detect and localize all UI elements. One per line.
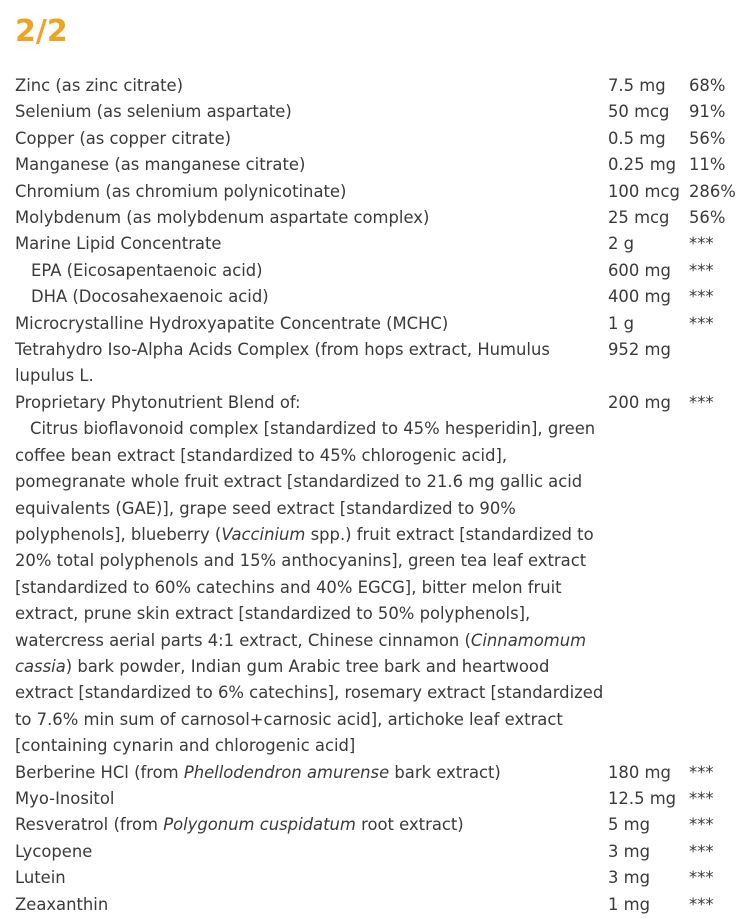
nutrient-daily-value: 11% bbox=[689, 155, 726, 175]
nutrient-daily-value: 68% bbox=[689, 76, 726, 95]
nutrient-name-italic: Polygonum cuspidatum bbox=[163, 815, 356, 835]
nutrient-daily-value: 56% bbox=[689, 128, 726, 148]
nutrient-daily-value: *** bbox=[689, 868, 714, 888]
blend-text-part-1: Citrus bioflavonoid complex [standardized to 45% hesperidin], green coffee bean extract [standardized to 45% chlorogenic acid], pomegranate whole fruit extract [standardized to 21.6 mg gallic acid equivalents (GAE)], grape seed extract [standardized to 90% polyphenols], blueberry ( bbox=[15, 419, 596, 544]
blend-text-part-3: ) bark powder, Indian gum Arabic tree bark and heartwood extract [standardized to 6% catechins], rosemary extract [standardized to 7.6% min sum of carnosol+carnosic acid], artichoke leaf extract [containing cynarin and chlorogenic acid] bbox=[15, 656, 604, 756]
blend-text-italic-2: Cinnamomum cassia bbox=[15, 630, 587, 676]
nutrient-name: DHA (Docosahexaenoic acid) bbox=[31, 287, 269, 307]
nutrient-amount: 5 mg bbox=[608, 815, 651, 835]
nutrient-row-copper bbox=[15, 126, 740, 152]
nutrient-row-resveratrol bbox=[15, 812, 740, 838]
nutrient-amount: 2 g bbox=[608, 234, 635, 254]
nutrient-name: Manganese (as manganese citrate) bbox=[15, 155, 306, 175]
nutrient-name: Zinc (as zinc citrate) bbox=[15, 76, 184, 95]
nutrient-daily-value: *** bbox=[689, 234, 714, 254]
nutrient-row-chromium bbox=[15, 179, 740, 205]
nutrient-name bbox=[15, 760, 600, 786]
nutrient-amount: 7.5 mg bbox=[608, 76, 666, 95]
nutrient-amount: 400 mg bbox=[608, 287, 671, 307]
nutrient-name: Marine Lipid Concentrate bbox=[15, 234, 222, 254]
nutrient-name: Selenium (as selenium aspartate) bbox=[15, 102, 292, 122]
nutrient-amount: 25 mcg bbox=[608, 208, 670, 228]
page-indicator: 2/2 bbox=[15, 14, 68, 49]
nutrient-daily-value: *** bbox=[689, 841, 714, 861]
nutrient-daily-value: *** bbox=[689, 762, 714, 782]
nutrient-name: Chromium (as chromium polynicotinate) bbox=[15, 181, 347, 201]
blend-text-italic-1: Vaccinium bbox=[221, 524, 306, 544]
nutrient-amount: 100 mcg bbox=[608, 181, 680, 201]
nutrient-amount: 200 mg bbox=[608, 392, 671, 412]
nutrient-name: Proprietary Phytonutrient Blend of: bbox=[15, 392, 301, 412]
nutrient-amount: 50 mcg bbox=[608, 102, 670, 122]
nutrient-row-manganese bbox=[15, 152, 740, 178]
nutrient-row-molybdenum bbox=[15, 205, 740, 231]
nutrient-name: Copper (as copper citrate) bbox=[15, 128, 232, 148]
supplement-facts-list bbox=[15, 73, 740, 918]
nutrient-daily-value: 91% bbox=[689, 102, 726, 122]
nutrient-amount: 180 mg bbox=[608, 762, 671, 782]
nutrient-name-post: bark extract) bbox=[389, 762, 501, 782]
nutrient-row-lycopene bbox=[15, 839, 740, 865]
nutrient-amount: 0.25 mg bbox=[608, 155, 677, 175]
nutrient-amount: 1 g bbox=[608, 313, 635, 333]
nutrient-name: Lutein bbox=[15, 868, 66, 888]
nutrient-amount: 952 mg bbox=[608, 340, 671, 360]
nutrient-row-berberine bbox=[15, 760, 740, 786]
nutrient-row-myo-inositol bbox=[15, 786, 740, 812]
nutrient-name-italic: Phellodendron amurense bbox=[183, 762, 390, 782]
nutrient-name-pre: Berberine HCl (from bbox=[15, 762, 184, 782]
nutrient-daily-value: *** bbox=[689, 392, 714, 412]
nutrient-row-mchc bbox=[15, 311, 740, 337]
nutrient-amount: 600 mg bbox=[608, 260, 671, 280]
blend-ingredients-text bbox=[15, 416, 610, 759]
nutrient-amount: 3 mg bbox=[608, 841, 651, 861]
nutrient-amount: 0.5 mg bbox=[608, 128, 666, 148]
nutrient-daily-value: 286% bbox=[689, 181, 736, 201]
nutrient-name bbox=[15, 812, 600, 838]
nutrient-name-pre: Resveratrol (from bbox=[15, 815, 164, 835]
nutrient-name: Zeaxanthin bbox=[15, 894, 109, 914]
nutrient-daily-value: *** bbox=[689, 894, 714, 914]
nutrient-row-phytonutrient-blend bbox=[15, 390, 740, 416]
nutrient-amount: 1 mg bbox=[608, 894, 651, 914]
nutrient-name: Molybdenum (as molybdenum aspartate complex) bbox=[15, 208, 430, 228]
nutrient-row-epa bbox=[15, 258, 740, 284]
blend-text-part-2: spp.) fruit extract [standardized to 20% total polyphenols and 15% anthocyanins], green tea leaf extract [standardized to 60% catechins and 40% EGCG], bitter melon fruit extract, prune skin extract [standardized to 50% polyphenols], watercress aerial parts 4:1 extract, Chinese cinnamon ( bbox=[15, 524, 594, 650]
nutrient-row-tetrahydro-iso-alpha bbox=[15, 337, 740, 390]
nutrient-name: Microcrystalline Hydroxyapatite Concentrate (MCHC) bbox=[15, 313, 449, 333]
nutrient-daily-value: *** bbox=[689, 260, 714, 280]
nutrient-row-marine-lipid bbox=[15, 231, 740, 257]
nutrient-daily-value: *** bbox=[689, 815, 714, 835]
nutrient-daily-value: *** bbox=[689, 788, 714, 808]
nutrient-daily-value: 56% bbox=[689, 208, 726, 228]
nutrient-row-zeaxanthin bbox=[15, 892, 740, 918]
nutrient-amount: 3 mg bbox=[608, 868, 651, 888]
nutrient-row-dha bbox=[15, 284, 740, 310]
nutrient-amount: 12.5 mg bbox=[608, 788, 677, 808]
nutrient-row-lutein bbox=[15, 865, 740, 891]
nutrient-name: Tetrahydro Iso-Alpha Acids Complex (from hops extract, Humulus lupulus L. bbox=[15, 340, 550, 386]
nutrient-row-zinc bbox=[15, 73, 740, 99]
nutrient-name: Lycopene bbox=[15, 841, 93, 861]
nutrient-name: Myo-Inositol bbox=[15, 788, 115, 808]
nutrient-name-post: root extract) bbox=[355, 815, 464, 835]
nutrient-row-selenium bbox=[15, 99, 740, 125]
nutrient-daily-value: *** bbox=[689, 287, 714, 307]
nutrient-name: EPA (Eicosapentaenoic acid) bbox=[31, 260, 263, 280]
nutrient-daily-value: *** bbox=[689, 313, 714, 333]
